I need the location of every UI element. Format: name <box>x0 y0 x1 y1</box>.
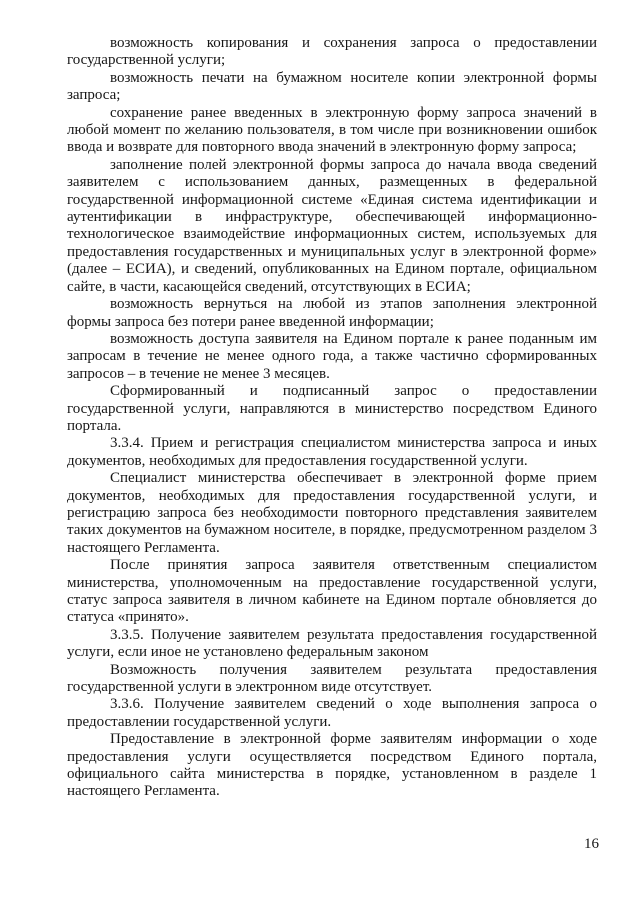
paragraph-print: возможность печати на бумажном носителе копии электронной формы запроса; <box>67 69 597 104</box>
paragraph-status-accepted: После принятия запроса заявителя ответственным специалистом министерства, уполномоченным на предоставление государственной услуги, статус запроса заявителя в личном кабинете на Едином портале обновляется до статуса «принято». <box>67 557 597 626</box>
page-number: 16 <box>584 836 599 852</box>
paragraph-specialist-receipt: Специалист министерства обеспечивает в электронной форме прием документов, необходимых для предоставления государственной услуги, и регистрацию запроса без необходимости повторного представления заявителем таких документов на бумажном носителе, в порядке, предусмотренном разделом 3 настоящего Регламента. <box>67 470 597 556</box>
paragraph-result-electronic: Возможность получения заявителем результата предоставления государственной услуги в электронном виде отсутствует. <box>67 661 597 696</box>
paragraph-esia-fill: заполнение полей электронной формы запроса до начала ввода сведений заявителем с использованием данных, размещенных в федеральной государственной информационной системе «Единая система идентификации и аутентификации в инфраструктуре, обеспечивающей информационно-технологическое взаимодействие информационных систем, используемых для предоставления государственных и муниципальных услуг в электронной форме» (далее – ЕСИА), и сведений, опубликованных на Едином портале, официальном сайте, в части, касающейся сведений, отсутствующих в ЕСИА; <box>67 156 597 295</box>
paragraph-return-step: возможность вернуться на любой из этапов заполнения электронной формы запроса без потери ранее введенной информации; <box>67 296 597 330</box>
paragraph-save-values: сохранение ранее введенных в электронную форму запроса значений в любой момент по желанию пользователя, в том числе при возникновении ошибок ввода и возврате для повторного ввода значений в электронную форму запроса; <box>67 104 597 156</box>
document-body <box>67 35 597 801</box>
section-3-3-6-heading: 3.3.6. Получение заявителем сведений о ходе выполнения запроса о предоставлении государственной услуги. <box>67 696 597 730</box>
section-3-3-4-heading: 3.3.4. Прием и регистрация специалистом министерства запроса и иных документов, необходимых для предоставления государственной услуги. <box>67 435 597 469</box>
paragraph-access-requests: возможность доступа заявителя на Едином портале к ранее поданным им запросам в течение не менее одного года, а также частично сформированных запросов – в течение не менее 3 месяцев. <box>67 330 597 382</box>
paragraph-copy-save: возможность копирования и сохранения запроса о предоставлении государственной услуги; <box>67 35 597 69</box>
paragraph-progress-info: Предоставление в электронной форме заявителям информации о ходе предоставления услуги осуществляется посредством Единого портала, официального сайта министерства в порядке, установленном в разделе 1 настоящего Регламента. <box>67 731 597 800</box>
paragraph-submitted-request: Сформированный и подписанный запрос о предоставлении государственной услуги, направляются в министерство посредством Единого портала. <box>67 383 597 434</box>
section-3-3-5-heading: 3.3.5. Получение заявителем результата предоставления государственной услуги, если иное не установлено федеральным законом <box>67 626 597 661</box>
